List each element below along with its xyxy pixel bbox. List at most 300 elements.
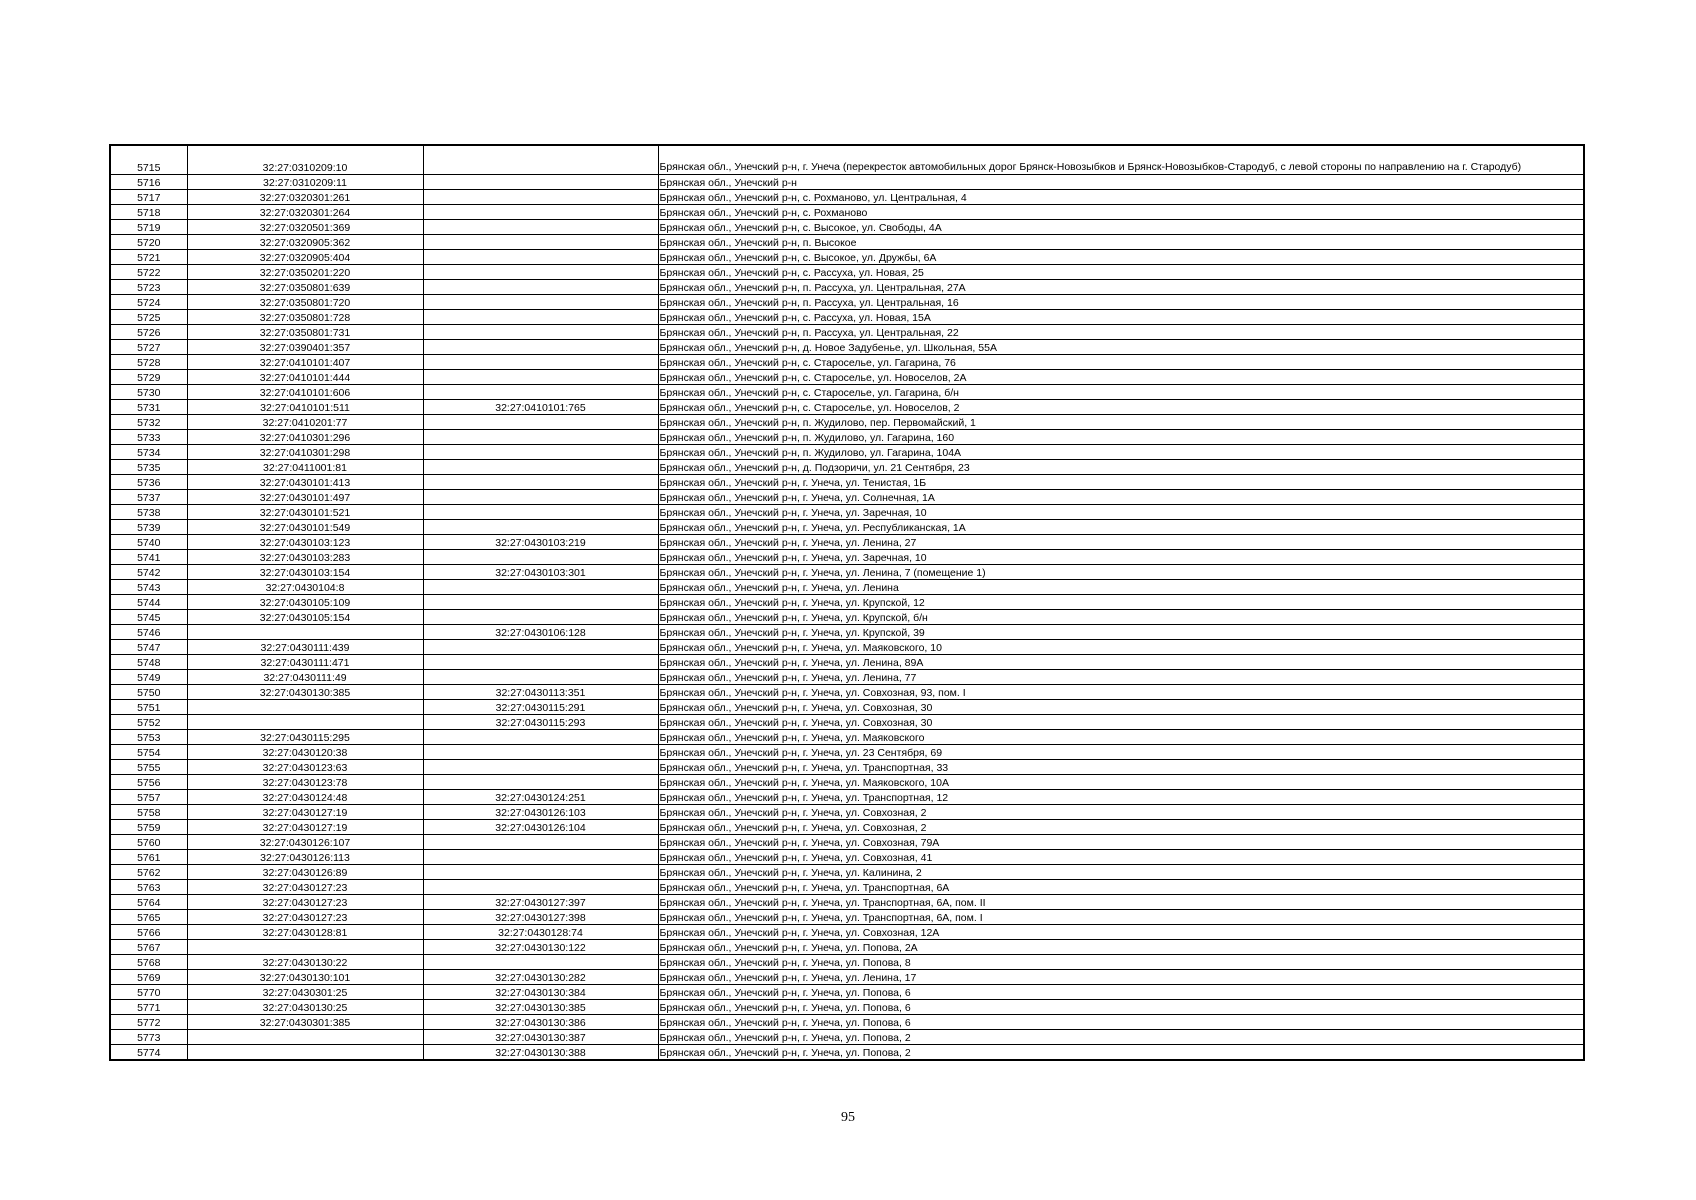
related-cadastral-number-cell	[423, 730, 658, 745]
related-cadastral-number-cell: 32:27:0430130:386	[423, 1015, 658, 1030]
related-cadastral-number-cell	[423, 580, 658, 595]
cadastral-number-cell: 32:27:0430301:25	[187, 985, 423, 1000]
row-number-cell: 5736	[110, 475, 187, 490]
cadastral-number-cell: 32:27:0410101:444	[187, 370, 423, 385]
row-number-cell: 5758	[110, 805, 187, 820]
related-cadastral-number-cell	[423, 190, 658, 205]
table-row	[110, 730, 1584, 745]
table-row	[110, 550, 1584, 565]
table-row	[110, 970, 1584, 985]
related-cadastral-number-cell	[423, 520, 658, 535]
address-cell: Брянская обл., Унечский р-н, г. Унеча, ул. Попова, 6	[658, 1000, 1584, 1015]
table-row	[110, 190, 1584, 205]
cadastral-number-cell: 32:27:0430111:439	[187, 640, 423, 655]
address-cell: Брянская обл., Унечский р-н, г. Унеча, ул. Тенистая, 1Б	[658, 475, 1584, 490]
table-row	[110, 610, 1584, 625]
table-row	[110, 790, 1584, 805]
table-row	[110, 985, 1584, 1000]
row-number-cell: 5760	[110, 835, 187, 850]
related-cadastral-number-cell	[423, 265, 658, 280]
cadastral-number-cell: 32:27:0430120:38	[187, 745, 423, 760]
address-cell: Брянская обл., Унечский р-н, г. Унеча, ул. Совхозная, 12А	[658, 925, 1584, 940]
related-cadastral-number-cell	[423, 280, 658, 295]
row-number-cell: 5729	[110, 370, 187, 385]
cadastral-number-cell: 32:27:0430105:109	[187, 595, 423, 610]
related-cadastral-number-cell: 32:27:0430130:122	[423, 940, 658, 955]
related-cadastral-number-cell: 32:27:0430127:398	[423, 910, 658, 925]
table-row	[110, 625, 1584, 640]
related-cadastral-number-cell: 32:27:0430130:388	[423, 1045, 658, 1061]
related-cadastral-number-cell	[423, 670, 658, 685]
row-number-cell: 5769	[110, 970, 187, 985]
cadastral-number-cell: 32:27:0430103:283	[187, 550, 423, 565]
related-cadastral-number-cell	[423, 775, 658, 790]
address-cell: Брянская обл., Унечский р-н, с. Рассуха, ул. Новая, 25	[658, 265, 1584, 280]
address-cell: Брянская обл., Унечский р-н, с. Староселье, ул. Гагарина, 76	[658, 355, 1584, 370]
related-cadastral-number-cell: 32:27:0430126:103	[423, 805, 658, 820]
cadastral-number-cell: 32:27:0410101:407	[187, 355, 423, 370]
row-number-cell: 5722	[110, 265, 187, 280]
row-number-cell: 5726	[110, 325, 187, 340]
table-row	[110, 745, 1584, 760]
cadastral-number-cell: 32:27:0430115:295	[187, 730, 423, 745]
cadastral-number-cell: 32:27:0430124:48	[187, 790, 423, 805]
row-number-cell: 5770	[110, 985, 187, 1000]
cadastral-number-cell: 32:27:0430101:497	[187, 490, 423, 505]
address-cell: Брянская обл., Унечский р-н, г. Унеча, ул. Крупской, 12	[658, 595, 1584, 610]
row-number-cell: 5763	[110, 880, 187, 895]
row-number-cell: 5732	[110, 415, 187, 430]
related-cadastral-number-cell	[423, 310, 658, 325]
address-cell: Брянская обл., Унечский р-н, г. Унеча, ул. Ленина, 17	[658, 970, 1584, 985]
cadastral-number-cell: 32:27:0430127:19	[187, 820, 423, 835]
cadastral-number-cell	[187, 715, 423, 730]
address-cell: Брянская обл., Унечский р-н, г. Унеча, ул. Крупской, б/н	[658, 610, 1584, 625]
cadastral-number-cell: 32:27:0411001:81	[187, 460, 423, 475]
row-number-cell: 5768	[110, 955, 187, 970]
cadastral-number-cell: 32:27:0350801:731	[187, 325, 423, 340]
address-cell: Брянская обл., Унечский р-н, г. Унеча, ул. Ленина	[658, 580, 1584, 595]
address-cell: Брянская обл., Унечский р-н, с. Староселье, ул. Гагарина, б/н	[658, 385, 1584, 400]
address-cell: Брянская обл., Унечский р-н, г. Унеча, ул. Попова, 6	[658, 1015, 1584, 1030]
table-row	[110, 265, 1584, 280]
row-number-cell: 5755	[110, 760, 187, 775]
cadastral-number-cell: 32:27:0410201:77	[187, 415, 423, 430]
row-number-cell: 5720	[110, 235, 187, 250]
related-cadastral-number-cell	[423, 955, 658, 970]
address-cell: Брянская обл., Унечский р-н, с. Рохманово	[658, 205, 1584, 220]
related-cadastral-number-cell	[423, 505, 658, 520]
address-cell: Брянская обл., Унечский р-н, г. Унеча, ул. Маяковского, 10	[658, 640, 1584, 655]
related-cadastral-number-cell	[423, 145, 658, 175]
cadastral-number-cell: 32:27:0430123:78	[187, 775, 423, 790]
row-number-cell: 5719	[110, 220, 187, 235]
row-number-cell: 5725	[110, 310, 187, 325]
address-cell: Брянская обл., Унечский р-н, с. Высокое, ул. Дружбы, 6А	[658, 250, 1584, 265]
row-number-cell: 5762	[110, 865, 187, 880]
table-row	[110, 520, 1584, 535]
address-cell: Брянская обл., Унечский р-н, п. Жудилово, пер. Первомайский, 1	[658, 415, 1584, 430]
related-cadastral-number-cell: 32:27:0430130:282	[423, 970, 658, 985]
related-cadastral-number-cell: 32:27:0410101:765	[423, 400, 658, 415]
row-number-cell: 5765	[110, 910, 187, 925]
table-row	[110, 535, 1584, 550]
row-number-cell: 5753	[110, 730, 187, 745]
cadastral-number-cell: 32:27:0410101:606	[187, 385, 423, 400]
row-number-cell: 5741	[110, 550, 187, 565]
page-number: 95	[841, 1110, 855, 1125]
table-row	[110, 280, 1584, 295]
table-row	[110, 385, 1584, 400]
address-cell: Брянская обл., Унечский р-н, г. Унеча, ул. Транспортная, 12	[658, 790, 1584, 805]
address-cell: Брянская обл., Унечский р-н, п. Жудилово, ул. Гагарина, 160	[658, 430, 1584, 445]
row-number-cell: 5739	[110, 520, 187, 535]
row-number-cell: 5728	[110, 355, 187, 370]
address-cell: Брянская обл., Унечский р-н, г. Унеча, ул. Заречная, 10	[658, 550, 1584, 565]
address-cell: Брянская обл., Унечский р-н, д. Подзоричи, ул. 21 Сентября, 23	[658, 460, 1584, 475]
related-cadastral-number-cell	[423, 175, 658, 190]
row-number-cell: 5757	[110, 790, 187, 805]
row-number-cell: 5772	[110, 1015, 187, 1030]
cadastral-number-cell: 32:27:0430127:23	[187, 895, 423, 910]
address-cell: Брянская обл., Унечский р-н, г. Унеча, ул. Транспортная, 33	[658, 760, 1584, 775]
address-cell: Брянская обл., Унечский р-н, с. Рассуха, ул. Новая, 15А	[658, 310, 1584, 325]
address-cell: Брянская обл., Унечский р-н, г. Унеча, ул. Попова, 8	[658, 955, 1584, 970]
address-cell: Брянская обл., Унечский р-н	[658, 175, 1584, 190]
related-cadastral-number-cell: 32:27:0430128:74	[423, 925, 658, 940]
address-cell: Брянская обл., Унечский р-н, г. Унеча, ул. Совхозная, 30	[658, 715, 1584, 730]
cadastral-number-cell: 32:27:0430126:107	[187, 835, 423, 850]
related-cadastral-number-cell	[423, 295, 658, 310]
cadastral-number-cell: 32:27:0430128:81	[187, 925, 423, 940]
table-row	[110, 340, 1584, 355]
address-cell: Брянская обл., Унечский р-н, г. Унеча, ул. Заречная, 10	[658, 505, 1584, 520]
table-row	[110, 370, 1584, 385]
table-row	[110, 400, 1584, 415]
cadastral-number-cell	[187, 700, 423, 715]
related-cadastral-number-cell	[423, 415, 658, 430]
related-cadastral-number-cell	[423, 220, 658, 235]
address-cell: Брянская обл., Унечский р-н, г. Унеча, ул. Калинина, 2	[658, 865, 1584, 880]
related-cadastral-number-cell: 32:27:0430106:128	[423, 625, 658, 640]
row-number-cell: 5774	[110, 1045, 187, 1061]
table-row	[110, 685, 1584, 700]
cadastral-number-cell: 32:27:0320301:261	[187, 190, 423, 205]
address-cell: Брянская обл., Унечский р-н, г. Унеча, ул. Маяковского, 10А	[658, 775, 1584, 790]
table-row	[110, 310, 1584, 325]
row-number-cell: 5744	[110, 595, 187, 610]
row-number-cell: 5746	[110, 625, 187, 640]
related-cadastral-number-cell	[423, 250, 658, 265]
address-cell: Брянская обл., Унечский р-н, п. Рассуха, ул. Центральная, 27А	[658, 280, 1584, 295]
cadastral-number-cell: 32:27:0430127:19	[187, 805, 423, 820]
related-cadastral-number-cell	[423, 355, 658, 370]
row-number-cell: 5738	[110, 505, 187, 520]
table-row	[110, 145, 1584, 175]
cadastral-number-cell: 32:27:0430127:23	[187, 880, 423, 895]
row-number-cell: 5731	[110, 400, 187, 415]
related-cadastral-number-cell	[423, 370, 658, 385]
row-number-cell: 5735	[110, 460, 187, 475]
related-cadastral-number-cell	[423, 340, 658, 355]
address-cell: Брянская обл., Унечский р-н, г. Унеча, ул. Попова, 2	[658, 1045, 1584, 1061]
table-row	[110, 565, 1584, 580]
address-cell: Брянская обл., Унечский р-н, г. Унеча, ул. Совхозная, 2	[658, 805, 1584, 820]
row-number-cell: 5754	[110, 745, 187, 760]
address-cell: Брянская обл., Унечский р-н, г. Унеча, ул. Маяковского	[658, 730, 1584, 745]
related-cadastral-number-cell: 32:27:0430103:301	[423, 565, 658, 580]
row-number-cell: 5716	[110, 175, 187, 190]
address-cell: Брянская обл., Унечский р-н, г. Унеча, ул. 23 Сентября, 69	[658, 745, 1584, 760]
address-cell: Брянская обл., Унечский р-н, п. Жудилово, ул. Гагарина, 104А	[658, 445, 1584, 460]
table-row	[110, 775, 1584, 790]
cadastral-number-cell: 32:27:0430126:89	[187, 865, 423, 880]
cadastral-number-cell: 32:27:0430101:413	[187, 475, 423, 490]
table-row	[110, 655, 1584, 670]
table-row	[110, 505, 1584, 520]
related-cadastral-number-cell	[423, 865, 658, 880]
table-row	[110, 175, 1584, 190]
cadastral-number-cell: 32:27:0430130:25	[187, 1000, 423, 1015]
table-row	[110, 910, 1584, 925]
address-cell: Брянская обл., Унечский р-н, д. Новое Задубенье, ул. Школьная, 55А	[658, 340, 1584, 355]
cadastral-number-cell: 32:27:0430103:123	[187, 535, 423, 550]
address-cell: Брянская обл., Унечский р-н, г. Унеча, ул. Попова, 2	[658, 1030, 1584, 1045]
related-cadastral-number-cell: 32:27:0430103:219	[423, 535, 658, 550]
table-row	[110, 430, 1584, 445]
related-cadastral-number-cell: 32:27:0430126:104	[423, 820, 658, 835]
address-cell: Брянская обл., Унечский р-н, г. Унеча, ул. Транспортная, 6А, пом. II	[658, 895, 1584, 910]
address-cell: Брянская обл., Унечский р-н, п. Рассуха, ул. Центральная, 22	[658, 325, 1584, 340]
row-number-cell: 5740	[110, 535, 187, 550]
row-number-cell: 5767	[110, 940, 187, 955]
row-number-cell: 5748	[110, 655, 187, 670]
row-number-cell: 5761	[110, 850, 187, 865]
table-row	[110, 880, 1584, 895]
address-cell: Брянская обл., Унечский р-н, г. Унеча, ул. Совхозная, 93, пом. I	[658, 685, 1584, 700]
table-row	[110, 1000, 1584, 1015]
table-row	[110, 355, 1584, 370]
cadastral-number-cell: 32:27:0350801:639	[187, 280, 423, 295]
row-number-cell: 5773	[110, 1030, 187, 1045]
cadastral-number-cell: 32:27:0320501:369	[187, 220, 423, 235]
table-row	[110, 250, 1584, 265]
related-cadastral-number-cell: 32:27:0430124:251	[423, 790, 658, 805]
row-number-cell: 5751	[110, 700, 187, 715]
row-number-cell: 5749	[110, 670, 187, 685]
cadastral-number-cell: 32:27:0430130:22	[187, 955, 423, 970]
row-number-cell: 5759	[110, 820, 187, 835]
cadastral-number-cell: 32:27:0350801:728	[187, 310, 423, 325]
related-cadastral-number-cell: 32:27:0430130:384	[423, 985, 658, 1000]
table-row	[110, 940, 1584, 955]
cadastral-number-cell: 32:27:0310209:11	[187, 175, 423, 190]
property-table	[109, 144, 1585, 1061]
table-row	[110, 670, 1584, 685]
table-row	[110, 895, 1584, 910]
cadastral-number-cell: 32:27:0430123:63	[187, 760, 423, 775]
address-cell: Брянская обл., Унечский р-н, г. Унеча, ул. Ленина, 7 (помещение 1)	[658, 565, 1584, 580]
related-cadastral-number-cell	[423, 835, 658, 850]
row-number-cell: 5756	[110, 775, 187, 790]
cadastral-number-cell: 32:27:0430130:385	[187, 685, 423, 700]
table-row	[110, 445, 1584, 460]
table-row	[110, 835, 1584, 850]
table-row	[110, 820, 1584, 835]
address-cell: Брянская обл., Унечский р-н, г. Унеча, ул. Совхозная, 30	[658, 700, 1584, 715]
related-cadastral-number-cell	[423, 475, 658, 490]
table-row	[110, 1030, 1584, 1045]
address-cell: Брянская обл., Унечский р-н, г. Унеча, ул. Попова, 2А	[658, 940, 1584, 955]
table-row	[110, 235, 1584, 250]
table-row	[110, 640, 1584, 655]
related-cadastral-number-cell: 32:27:0430127:397	[423, 895, 658, 910]
cadastral-number-cell	[187, 1045, 423, 1061]
address-cell: Брянская обл., Унечский р-н, г. Унеча, ул. Ленина, 89А	[658, 655, 1584, 670]
address-cell: Брянская обл., Унечский р-н, с. Высокое, ул. Свободы, 4А	[658, 220, 1584, 235]
cadastral-number-cell: 32:27:0430111:471	[187, 655, 423, 670]
row-number-cell: 5764	[110, 895, 187, 910]
related-cadastral-number-cell	[423, 460, 658, 475]
address-cell: Брянская обл., Унечский р-н, г. Унеча, ул. Транспортная, 6А	[658, 880, 1584, 895]
row-number-cell: 5727	[110, 340, 187, 355]
cadastral-number-cell: 32:27:0310209:10	[187, 145, 423, 175]
row-number-cell: 5737	[110, 490, 187, 505]
address-cell: Брянская обл., Унечский р-н, г. Унеча, ул. Транспортная, 6А, пом. I	[658, 910, 1584, 925]
row-number-cell: 5715	[110, 145, 187, 175]
cadastral-number-cell	[187, 940, 423, 955]
address-cell: Брянская обл., Унечский р-н, г. Унеча, ул. Крупской, 39	[658, 625, 1584, 640]
table-row	[110, 595, 1584, 610]
row-number-cell: 5750	[110, 685, 187, 700]
row-number-cell: 5743	[110, 580, 187, 595]
cadastral-number-cell: 32:27:0430105:154	[187, 610, 423, 625]
address-cell: Брянская обл., Унечский р-н, с. Рохманово, ул. Центральная, 4	[658, 190, 1584, 205]
related-cadastral-number-cell	[423, 610, 658, 625]
table-row	[110, 295, 1584, 310]
cadastral-number-cell: 32:27:0430126:113	[187, 850, 423, 865]
address-cell: Брянская обл., Унечский р-н, г. Унеча, ул. Совхозная, 79А	[658, 835, 1584, 850]
address-cell: Брянская обл., Унечский р-н, г. Унеча (перекресток автомобильных дорог Брянск-Новозыбков и Брянск-Новозыбков-Стародуб, с левой стороны по направлению на г. Стародуб)	[658, 145, 1584, 175]
table-row	[110, 700, 1584, 715]
cadastral-number-cell: 32:27:0430103:154	[187, 565, 423, 580]
table-row	[110, 325, 1584, 340]
cadastral-number-cell: 32:27:0320905:362	[187, 235, 423, 250]
cadastral-number-cell: 32:27:0430104:8	[187, 580, 423, 595]
cadastral-number-cell: 32:27:0350801:720	[187, 295, 423, 310]
table-row	[110, 490, 1584, 505]
related-cadastral-number-cell: 32:27:0430130:387	[423, 1030, 658, 1045]
address-cell: Брянская обл., Унечский р-н, г. Унеча, ул. Республиканская, 1А	[658, 520, 1584, 535]
related-cadastral-number-cell	[423, 655, 658, 670]
related-cadastral-number-cell: 32:27:0430115:293	[423, 715, 658, 730]
table-row	[110, 1015, 1584, 1030]
cadastral-number-cell: 32:27:0410301:298	[187, 445, 423, 460]
row-number-cell: 5724	[110, 295, 187, 310]
cadastral-number-cell: 32:27:0430127:23	[187, 910, 423, 925]
cadastral-number-cell: 32:27:0320301:264	[187, 205, 423, 220]
related-cadastral-number-cell	[423, 745, 658, 760]
cadastral-number-cell: 32:27:0320905:404	[187, 250, 423, 265]
related-cadastral-number-cell	[423, 640, 658, 655]
related-cadastral-number-cell	[423, 385, 658, 400]
table-row	[110, 955, 1584, 970]
cadastral-number-cell: 32:27:0430101:549	[187, 520, 423, 535]
cadastral-number-cell: 32:27:0390401:357	[187, 340, 423, 355]
address-cell: Брянская обл., Унечский р-н, г. Унеча, ул. Ленина, 77	[658, 670, 1584, 685]
cadastral-number-cell	[187, 1030, 423, 1045]
cadastral-number-cell: 32:27:0430301:385	[187, 1015, 423, 1030]
cadastral-number-cell	[187, 625, 423, 640]
related-cadastral-number-cell	[423, 235, 658, 250]
related-cadastral-number-cell: 32:27:0430130:385	[423, 1000, 658, 1015]
table-row	[110, 475, 1584, 490]
related-cadastral-number-cell	[423, 850, 658, 865]
cadastral-number-cell: 32:27:0410101:511	[187, 400, 423, 415]
related-cadastral-number-cell: 32:27:0430115:291	[423, 700, 658, 715]
related-cadastral-number-cell	[423, 760, 658, 775]
related-cadastral-number-cell	[423, 430, 658, 445]
table-row	[110, 925, 1584, 940]
table-row	[110, 1045, 1584, 1061]
table-row	[110, 715, 1584, 730]
row-number-cell: 5734	[110, 445, 187, 460]
row-number-cell: 5745	[110, 610, 187, 625]
table-row	[110, 760, 1584, 775]
cadastral-number-cell: 32:27:0430101:521	[187, 505, 423, 520]
table-row	[110, 580, 1584, 595]
row-number-cell: 5766	[110, 925, 187, 940]
row-number-cell: 5733	[110, 430, 187, 445]
address-cell: Брянская обл., Унечский р-н, г. Унеча, ул. Ленина, 27	[658, 535, 1584, 550]
row-number-cell: 5752	[110, 715, 187, 730]
table-row	[110, 460, 1584, 475]
table-row	[110, 850, 1584, 865]
address-cell: Брянская обл., Унечский р-н, с. Староселье, ул. Новоселов, 2А	[658, 370, 1584, 385]
table-row	[110, 220, 1584, 235]
row-number-cell: 5723	[110, 280, 187, 295]
address-cell: Брянская обл., Унечский р-н, г. Унеча, ул. Попова, 6	[658, 985, 1584, 1000]
row-number-cell: 5771	[110, 1000, 187, 1015]
cadastral-number-cell: 32:27:0430111:49	[187, 670, 423, 685]
address-cell: Брянская обл., Унечский р-н, г. Унеча, ул. Совхозная, 2	[658, 820, 1584, 835]
table-body	[110, 145, 1584, 1060]
row-number-cell: 5742	[110, 565, 187, 580]
related-cadastral-number-cell	[423, 445, 658, 460]
table-row	[110, 415, 1584, 430]
address-cell: Брянская обл., Унечский р-н, с. Староселье, ул. Новоселов, 2	[658, 400, 1584, 415]
address-cell: Брянская обл., Унечский р-н, п. Рассуха, ул. Центральная, 16	[658, 295, 1584, 310]
row-number-cell: 5718	[110, 205, 187, 220]
address-cell: Брянская обл., Унечский р-н, г. Унеча, ул. Совхозная, 41	[658, 850, 1584, 865]
related-cadastral-number-cell	[423, 550, 658, 565]
related-cadastral-number-cell: 32:27:0430113:351	[423, 685, 658, 700]
cadastral-number-cell: 32:27:0430130:101	[187, 970, 423, 985]
related-cadastral-number-cell	[423, 205, 658, 220]
related-cadastral-number-cell	[423, 490, 658, 505]
row-number-cell: 5730	[110, 385, 187, 400]
table-row	[110, 205, 1584, 220]
related-cadastral-number-cell	[423, 325, 658, 340]
row-number-cell: 5721	[110, 250, 187, 265]
cadastral-number-cell: 32:27:0410301:296	[187, 430, 423, 445]
row-number-cell: 5717	[110, 190, 187, 205]
table-row	[110, 805, 1584, 820]
table-row	[110, 865, 1584, 880]
row-number-cell: 5747	[110, 640, 187, 655]
address-cell: Брянская обл., Унечский р-н, г. Унеча, ул. Солнечная, 1А	[658, 490, 1584, 505]
cadastral-number-cell: 32:27:0350201:220	[187, 265, 423, 280]
